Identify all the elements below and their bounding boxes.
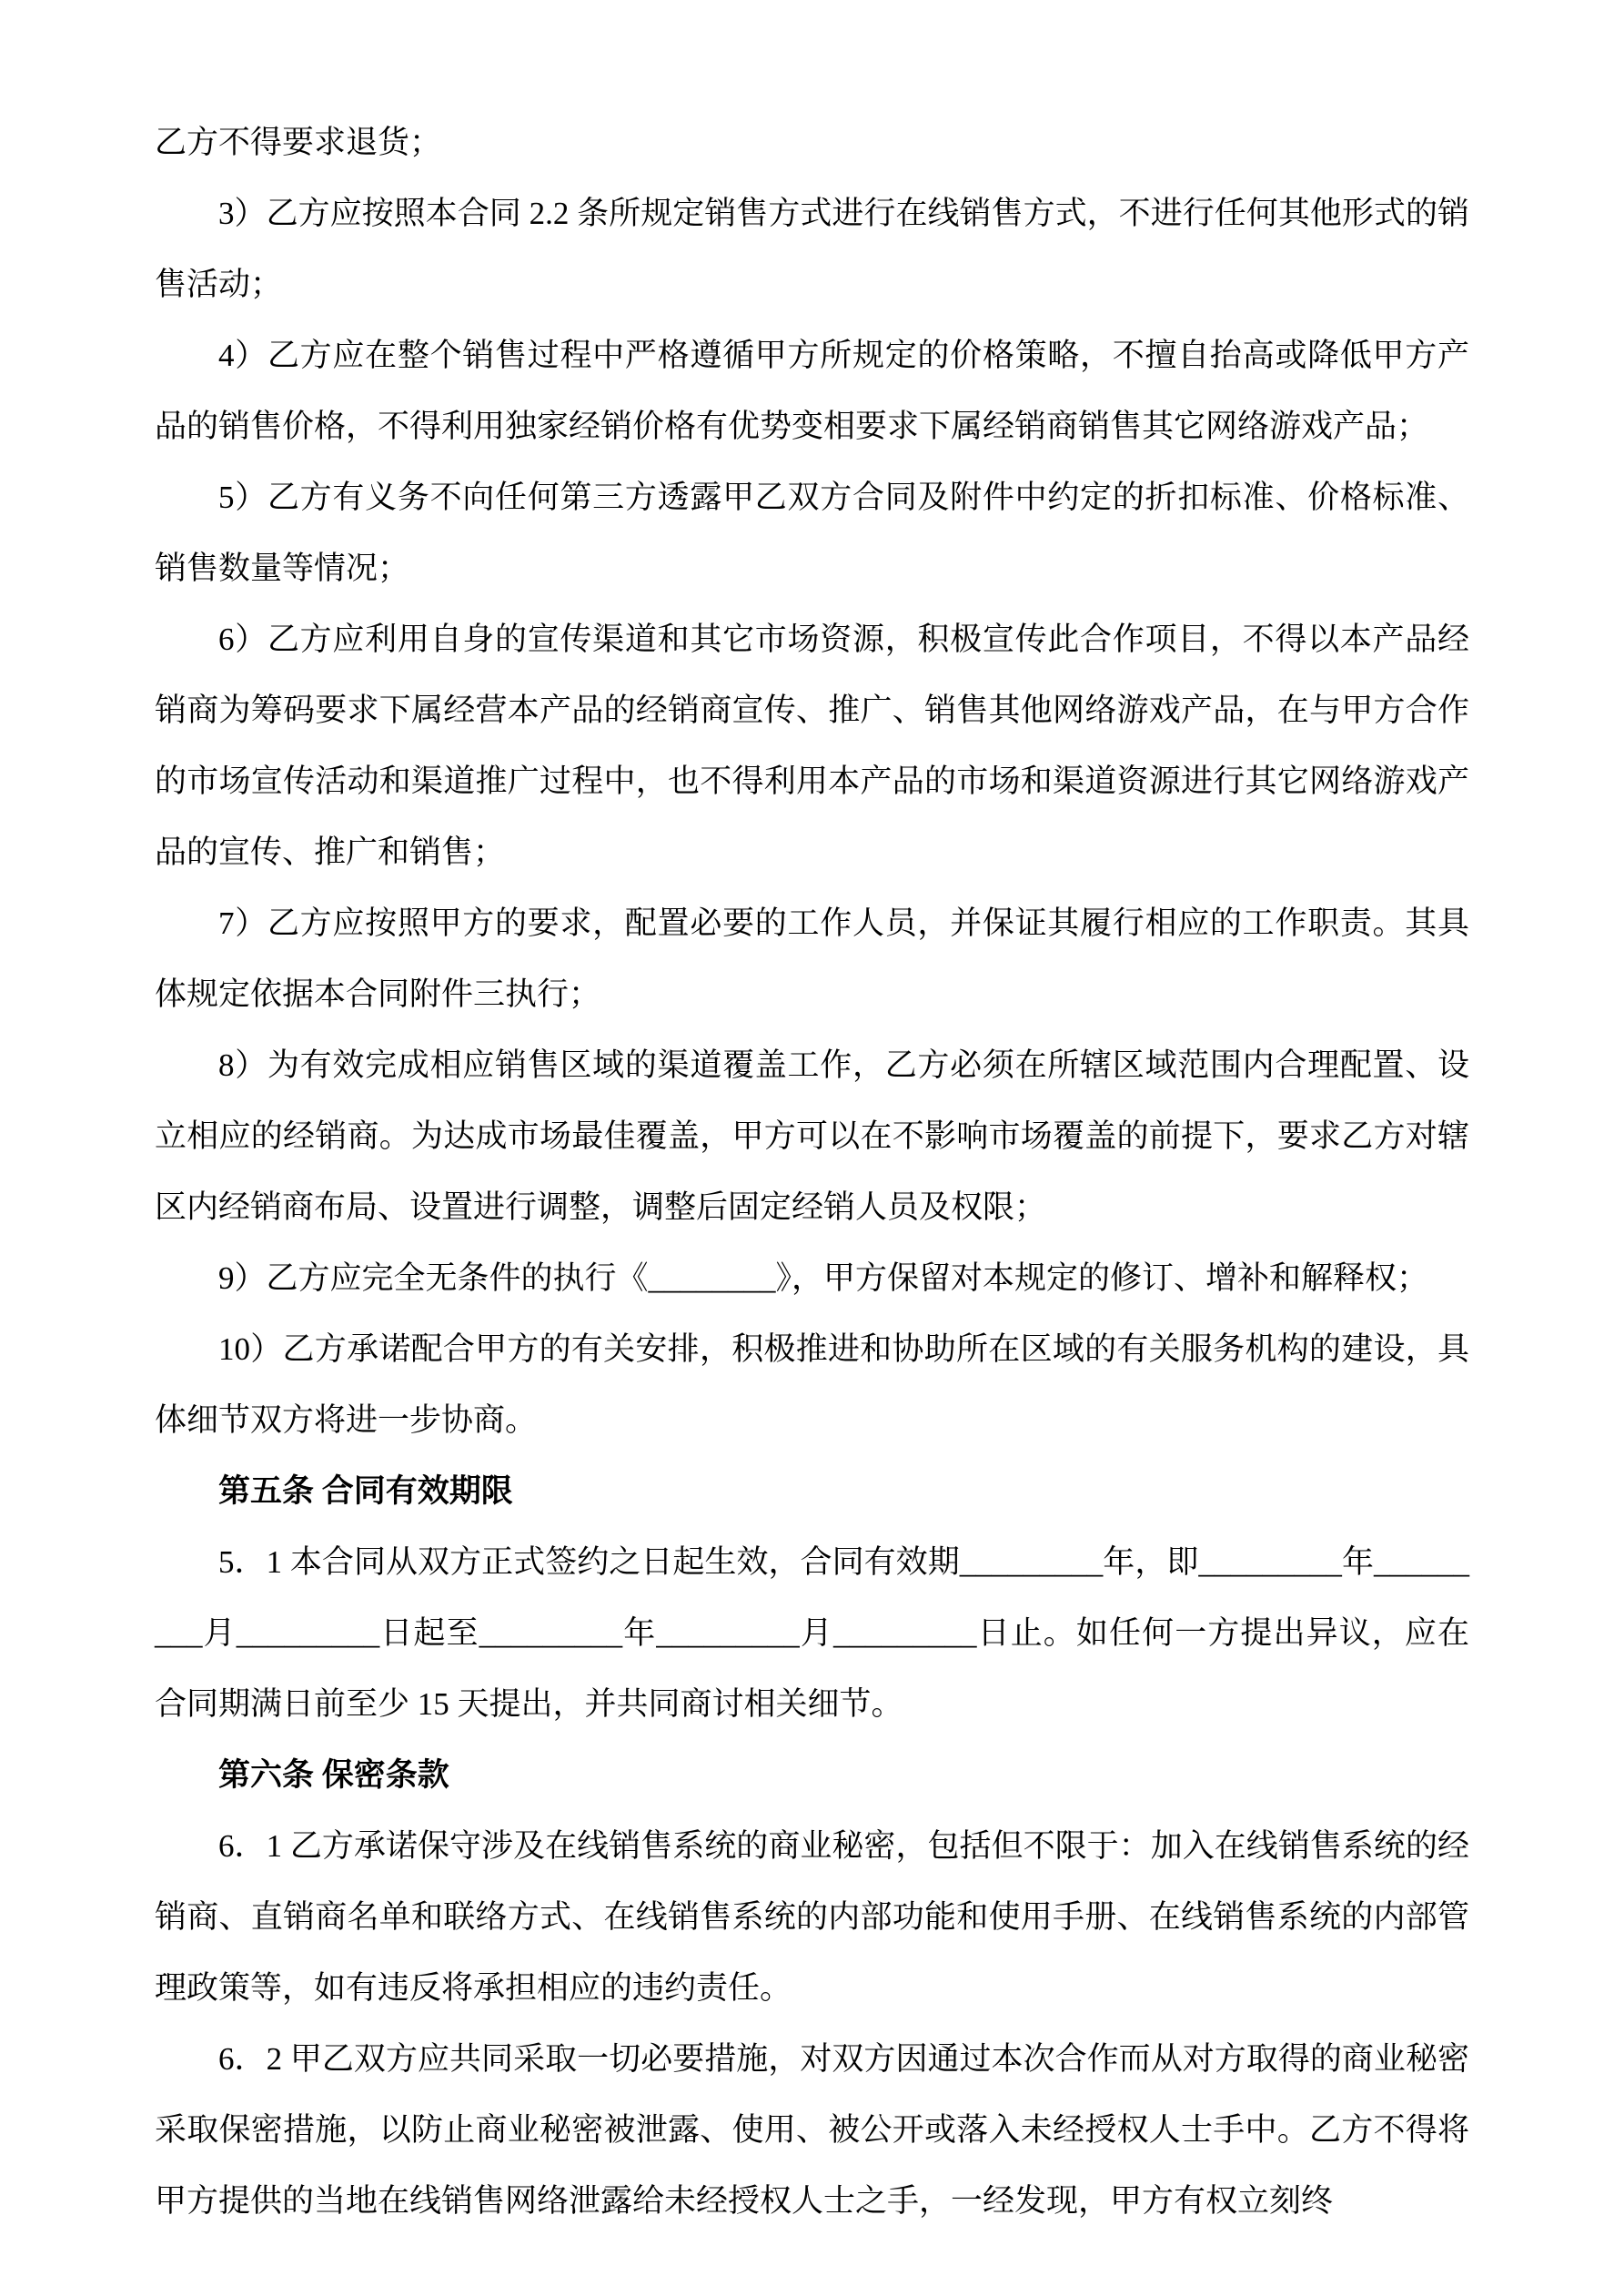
paragraph: 4）乙方应在整个销售过程中严格遵循甲方所规定的价格策略，不擅自抬高或降低甲方产品的销售价格，不得利用独家经销价格有优势变相要求下属经销商销售其它网络游戏产品； — [155, 338, 1469, 444]
paragraph: 乙方不得要求退货； — [155, 125, 442, 160]
paragraph: 8）为有效完成相应销售区域的渠道覆盖工作，乙方必须在所辖区域范围内合理配置、设立相应的经销商。为达成市场最佳覆盖，甲方可以在不影响市场覆盖的前提下，要求乙方对辖区内经销商布局、设置进行调整，调整后固定经销人员及权限； — [155, 1047, 1469, 1225]
paragraph: 9）乙方应完全无条件的执行《________》，甲方保留对本规定的修订、增补和解释权； — [218, 1260, 1429, 1296]
paragraph: 6．1 乙方承诺保守涉及在线销售系统的商业秘密，包括但不限于：加入在线销售系统的经销商、直销商名单和联络方式、在线销售系统的内部功能和使用手册、在线销售系统的内部管理政策等，如有违反将承担相应的违约责任。 — [155, 1828, 1469, 2006]
paragraph: 5）乙方有义务不向任何第三方透露甲乙双方合同及附件中约定的折扣标准、价格标准、销售数量等情况； — [155, 480, 1469, 586]
paragraph: 6．2 甲乙双方应共同采取一切必要措施，对双方因通过本次合作而从对方取得的商业秘密采取保密措施，以防止商业秘密被泄露、使用、被公开或落入未经授权人士手中。乙方不得将甲方提供的当地在线销售网络泄露给未经授权人士之手，一经发现，甲方有权立刻终 — [155, 2041, 1469, 2219]
paragraph: 7）乙方应按照甲方的要求，配置必要的工作人员，并保证其履行相应的工作职责。其具体规定依据本合同附件三执行； — [155, 905, 1469, 1012]
section-heading: 第六条 保密条款 — [218, 1757, 449, 1793]
paragraph: 10）乙方承诺配合甲方的有关安排，积极推进和协助所在区域的有关服务机构的建设，具体细节双方将进一步协商。 — [155, 1331, 1469, 1438]
paragraph: 5．1 本合同从双方正式签约之日起生效，合同有效期_________年，即_________年_________月_________日起至_________年_________月_________日止。如任何一方提出异议，应在合同期满日前至少 15 天提出，并共同商讨相关细节。 — [155, 1544, 1469, 1722]
section-heading: 第五条 合同有效期限 — [218, 1473, 513, 1509]
paragraph: 6）乙方应利用自身的宣传渠道和其它市场资源，积极宣传此合作项目，不得以本产品经销商为筹码要求下属经营本产品的经销商宣传、推广、销售其他网络游戏产品，在与甲方合作的市场宣传活动和渠道推广过程中，也不得利用本产品的市场和渠道资源进行其它网络游戏产品的宣传、推广和销售； — [155, 622, 1469, 870]
paragraph: 3）乙方应按照本合同 2.2 条所规定销售方式进行在线销售方式，不进行任何其他形式的销售活动； — [155, 196, 1469, 302]
document-body — [155, 107, 1469, 2237]
